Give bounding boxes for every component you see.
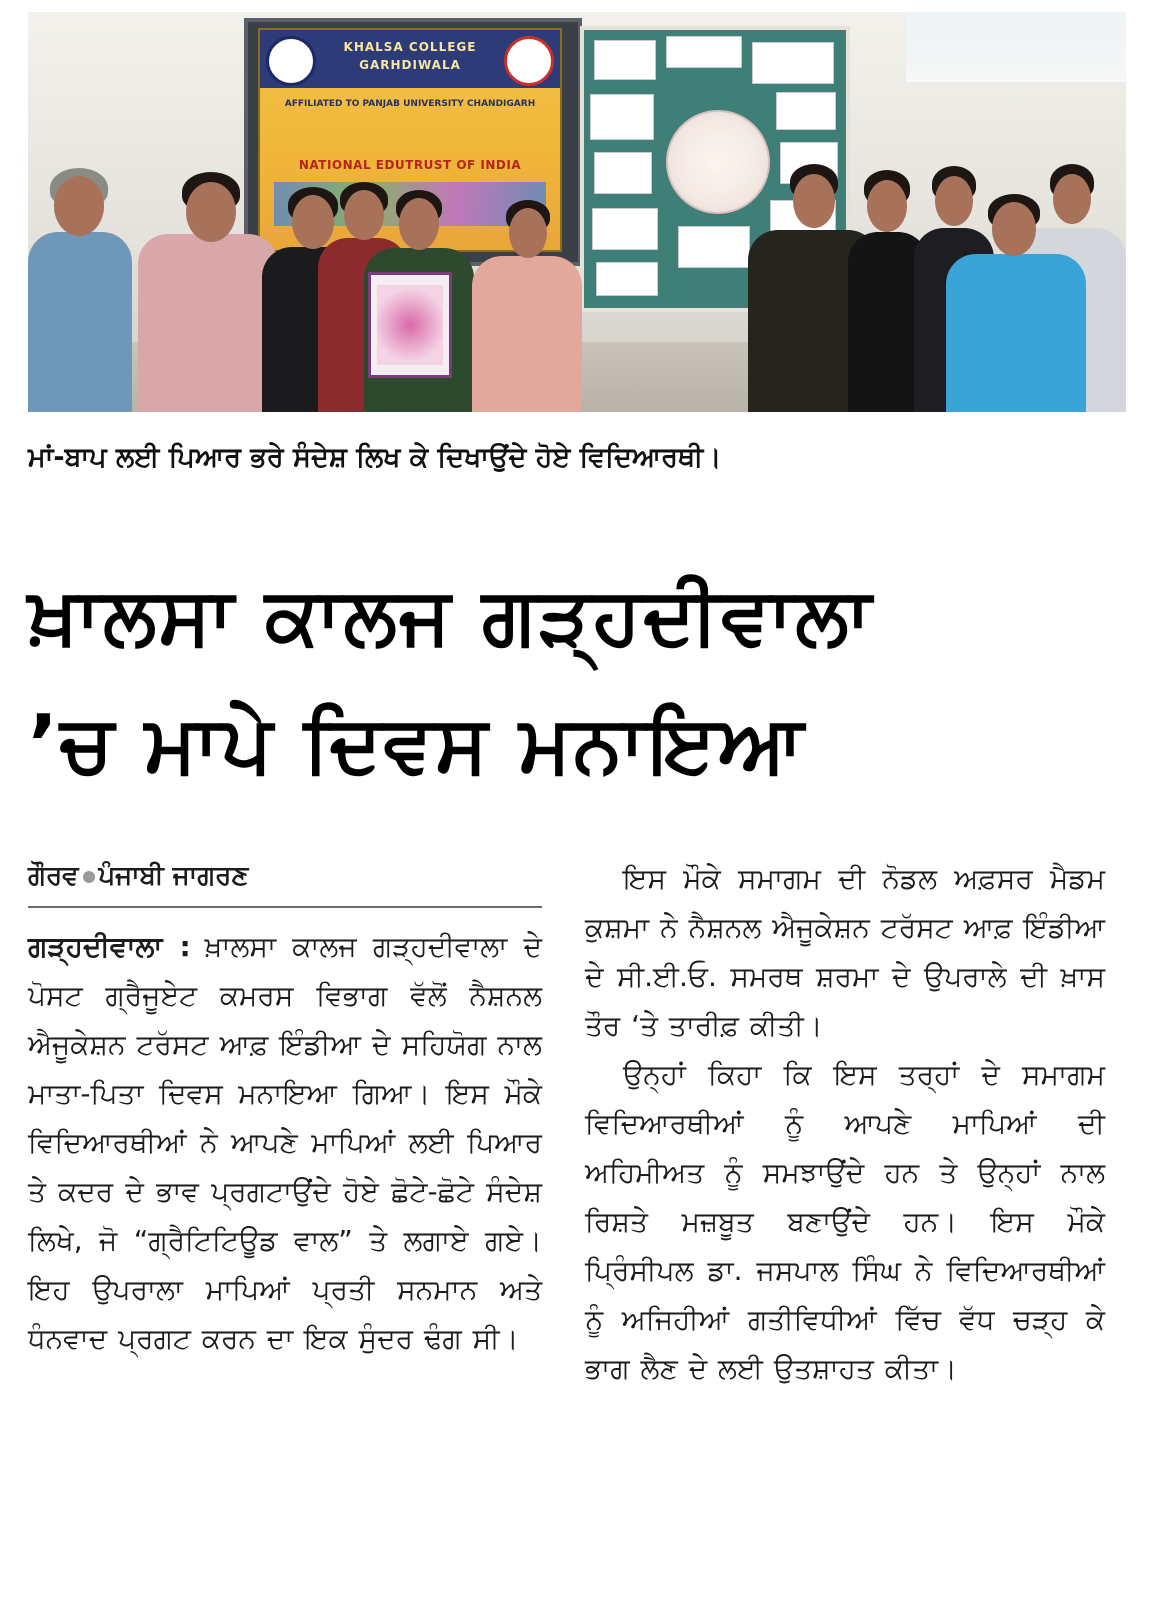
banner-affiliation: AFFILIATED TO PANJAB UNIVERSITY CHANDIGARH: [284, 99, 536, 109]
board-note: [776, 92, 836, 130]
board-note: [752, 42, 834, 84]
article-column-right: [585, 854, 1105, 1393]
banner-header: [260, 30, 560, 88]
person: [28, 162, 132, 412]
photo-caption: ਮਾਂ-ਬਾਪ ਲਈ ਪਿਆਰ ਭਰੇ ਸੰਦੇਸ਼ ਲਿਖ ਕੇ ਦਿਖਾਉਂਦੇ ਹੋਏ ਵਿਦਿਆਰਥੀ।: [28, 442, 722, 473]
board-note: [592, 208, 658, 250]
person: [138, 172, 278, 412]
board-note: [594, 152, 652, 194]
trust-emblem-icon: [504, 36, 554, 86]
byline-publication: ਪੰਜਾਬੀ ਜਾਗਰਣ: [98, 861, 249, 891]
person: [472, 200, 582, 412]
board-note: [678, 226, 750, 268]
headline-line-1: ਖ਼ਾਲਸਾ ਕਾਲਜ ਗੜ੍ਹਦੀਵਾਲਾ: [28, 570, 874, 662]
paragraph-text: ਖ਼ਾਲਸਾ ਕਾਲਜ ਗੜ੍ਹਦੀਵਾਲਾ ਦੇ ਪੋਸਟ ਗ੍ਰੈਜੂਏਟ ਕਮਰਸ ਵਿਭਾਗ ਵੱਲੋਂ ਨੈਸ਼ਨਲ ਐਜੂਕੇਸ਼ਨ ਟਰੱਸਟ ਆਫ਼ ਇੰਡੀਆ ਦੇ ਸਹਿਯੋਗ ਨਾਲ ਮਾਤਾ-ਪਿਤਾ ਦਿਵਸ ਮਨਾਇਆ ਗਿਆ। ਇਸ ਮੌਕੇ ਵਿਦਿਆਰਥੀਆਂ ਨੇ ਆਪਣੇ ਮਾਪਿਆਂ ਲਈ ਪਿਆਰ ਤੇ ਕਦਰ ਦੇ ਭਾਵ ਪ੍ਰਗਟਾਉਂਦੇ ਹੋਏ ਛੋਟੇ-ਛੋਟੇ ਸੰਦੇਸ਼ ਲਿਖੇ, ਜੋ “ਗ੍ਰੈਟਿਟਿਊਡ ਵਾਲ” ਤੇ ਲਗਾਏ ਗਏ। ਇਹ ਉਪਰਾਲਾ ਮਾਪਿਆਂ ਪ੍ਰਤੀ ਸਨਮਾਨ ਅਤੇ ਧੰਨਵਾਦ ਪ੍ਰਗਟ ਕਰਨ ਦਾ ਇਕ ਸੁੰਦਰ ਢੰਗ ਸੀ।: [28, 930, 542, 1355]
college-emblem-icon: [266, 36, 316, 86]
person: [946, 194, 1086, 412]
board-note: [666, 36, 742, 68]
news-photo: [28, 12, 1126, 412]
article-paragraph-3: ਉਨ੍ਹਾਂ ਕਿਹਾ ਕਿ ਇਸ ਤਰ੍ਹਾਂ ਦੇ ਸਮਾਗਮ ਵਿਦਿਆਰਥੀਆਂ ਨੂੰ ਆਪਣੇ ਮਾਪਿਆਂ ਦੀ ਅਹਿਮੀਅਤ ਨੂੰ ਸਮਝਾਉਂਦੇ ਹਨ ਤੇ ਉਨ੍ਹਾਂ ਨਾਲ ਰਿਸ਼ਤੇ ਮਜ਼ਬੂਤ ਬਣਾਉਂਦੇ ਹਨ। ਇਸ ਮੌਕੇ ਪ੍ਰਿੰਸੀਪਲ ਡਾ. ਜਸਪਾਲ ਸਿੰਘ ਨੇ ਵਿਦਿਆਰਥੀਆਂ ਨੂੰ ਅਜਿਹੀਆਂ ਗਤੀਵਿਧੀਆਂ ਵਿੱਚ ਵੱਧ ਚੜ੍ਹ ਕੇ ਭਾਗ ਲੈਣ ਦੇ ਲਈ ਉਤਸ਼ਾਹਤ ਕੀਤਾ।: [585, 1058, 1105, 1385]
banner-title: KHALSA COLLEGE GARHDIWALA: [343, 40, 477, 72]
byline: [28, 848, 542, 908]
placard-art: [377, 285, 443, 365]
article-paragraph-2: ਇਸ ਮੌਕੇ ਸਮਾਗਮ ਦੀ ਨੋਡਲ ਅਫ਼ਸਰ ਮੈਡਮ ਕੁਸ਼ਮਾ ਨੇ ਨੈਸ਼ਨਲ ਐਜੂਕੇਸ਼ਨ ਟਰੱਸਟ ਆਫ਼ ਇੰਡੀਆ ਦੇ ਸੀ.ਈ.ਓ. ਸਮਰਥ ਸ਼ਰਮਾ ਦੇ ਉਪਰਾਲੇ ਦੀ ਖ਼ਾਸ ਤੌਰ ‘ਤੇ ਤਾਰੀਫ਼ ਕੀਤੀ।: [585, 862, 1105, 1042]
banner-main-text: NATIONAL EDUTRUST OF INDIA: [298, 158, 522, 172]
photo-window: [906, 12, 1126, 82]
headline-line-2: ’ਚ ਮਾਪੇ ਦਿਵਸ ਮਨਾਇਆ: [28, 698, 806, 790]
board-note: [596, 262, 658, 296]
photo-placard: [368, 272, 452, 378]
article-column-left: [28, 848, 542, 1363]
board-note: [594, 40, 656, 80]
article-paragraph-1: [28, 922, 542, 1363]
dateline: ਗੜ੍ਹਦੀਵਾਲਾ :: [28, 930, 191, 963]
byline-author: ਗੌਰਵ: [28, 861, 79, 891]
bullet-dot-icon: [83, 871, 95, 883]
headline: [28, 552, 1128, 808]
board-note: [590, 94, 654, 140]
